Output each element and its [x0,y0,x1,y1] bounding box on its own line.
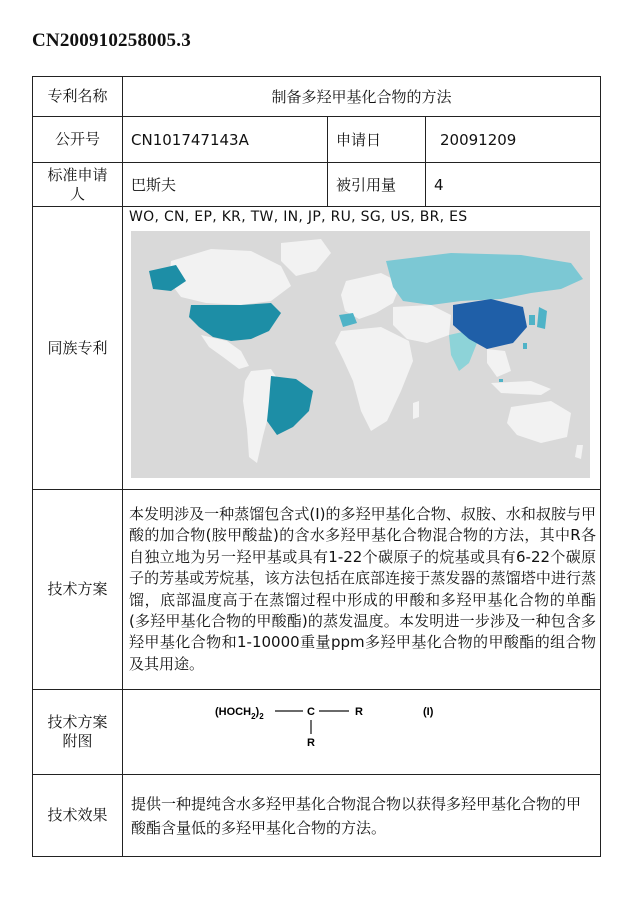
applicant-value: 巴斯夫 [123,163,328,207]
land-singapore [499,379,503,382]
technical-effect-text: 提供一种提纯含水多羟甲基化合物混合物以获得多羟甲基化合物的甲酸酯含量低的多羟甲基化合物的方法。 [123,775,601,857]
land-taiwan [523,343,527,349]
figure-label-line2: 附图 [62,732,93,750]
row-patent-family [33,207,601,490]
row-figure [33,690,601,775]
row-patent-name [33,77,601,117]
cited-count-label: 被引用量 [328,163,426,207]
family-country-list: WO, CN, EP, KR, TW, IN, JP, RU, SG, US, BR, ES [129,209,468,225]
cited-count-value: 4 [426,163,601,207]
patent-family-label: 同族专利 [33,207,123,490]
patent-family-cell [123,207,601,490]
figure-label [33,690,123,775]
formula-r-right: R [355,706,363,718]
row-technical-solution [33,490,601,690]
patent-name-label: 专利名称 [33,77,123,117]
row-applicant [33,163,601,207]
row-publication [33,117,601,163]
land-korea [529,315,535,325]
figure-cell [123,690,601,775]
land-madagascar [413,401,419,419]
formula-r-below: R [307,737,315,749]
chemical-formula [123,690,599,770]
applicant-label-line1: 标准申请 [47,165,108,184]
technical-effect-label: 技术效果 [33,775,123,857]
formula-group: $(HOCH_2)_2$ [215,706,264,721]
application-date-value: 20091209 [426,117,601,163]
patent-name-value: 制备多羟甲基化合物的方法 [123,77,601,117]
technical-solution-label: 技术方案 [33,490,123,690]
applicant-label [33,163,123,207]
world-map-svg [131,231,590,478]
figure-label-line1: 技术方案 [47,713,108,731]
patent-info-table [32,76,601,857]
patent-number: CN200910258005.3 [32,30,191,51]
publication-number-value: CN101747143A [123,117,328,163]
publication-number-label: 公开号 [33,117,123,163]
technical-solution-text: 本发明涉及一种蒸馏包含式(I)的多羟甲基化合物、叔胺、水和叔胺与甲酸的加合物(胺甲酸盐)的含水多羟甲基化合物混合物的方法，其中R各自独立地为另一羟甲基或具有1-22个碳原子的烷基或具有6-22个碳原子的芳基或芳烷基，该方法包括在底部连接于蒸发器的蒸馏塔中进行蒸馏，底部温度高于在蒸馏过程中形成的甲酸和多羟甲基化合物的单酯(多羟甲基化合物的甲酸酯)的蒸发温度。本发明进一步涉及一种包含多羟甲基化合物和1-10000重量ppm多羟甲基化合物的甲酸酯的组合物及其用途。 [123,490,601,690]
world-map [131,231,590,478]
application-date-label: 申请日 [328,117,426,163]
formula-label: (I) [423,706,434,718]
row-technical-effect [33,775,601,857]
formula-carbon: C [307,706,315,718]
applicant-label-line2: 人 [69,184,85,203]
